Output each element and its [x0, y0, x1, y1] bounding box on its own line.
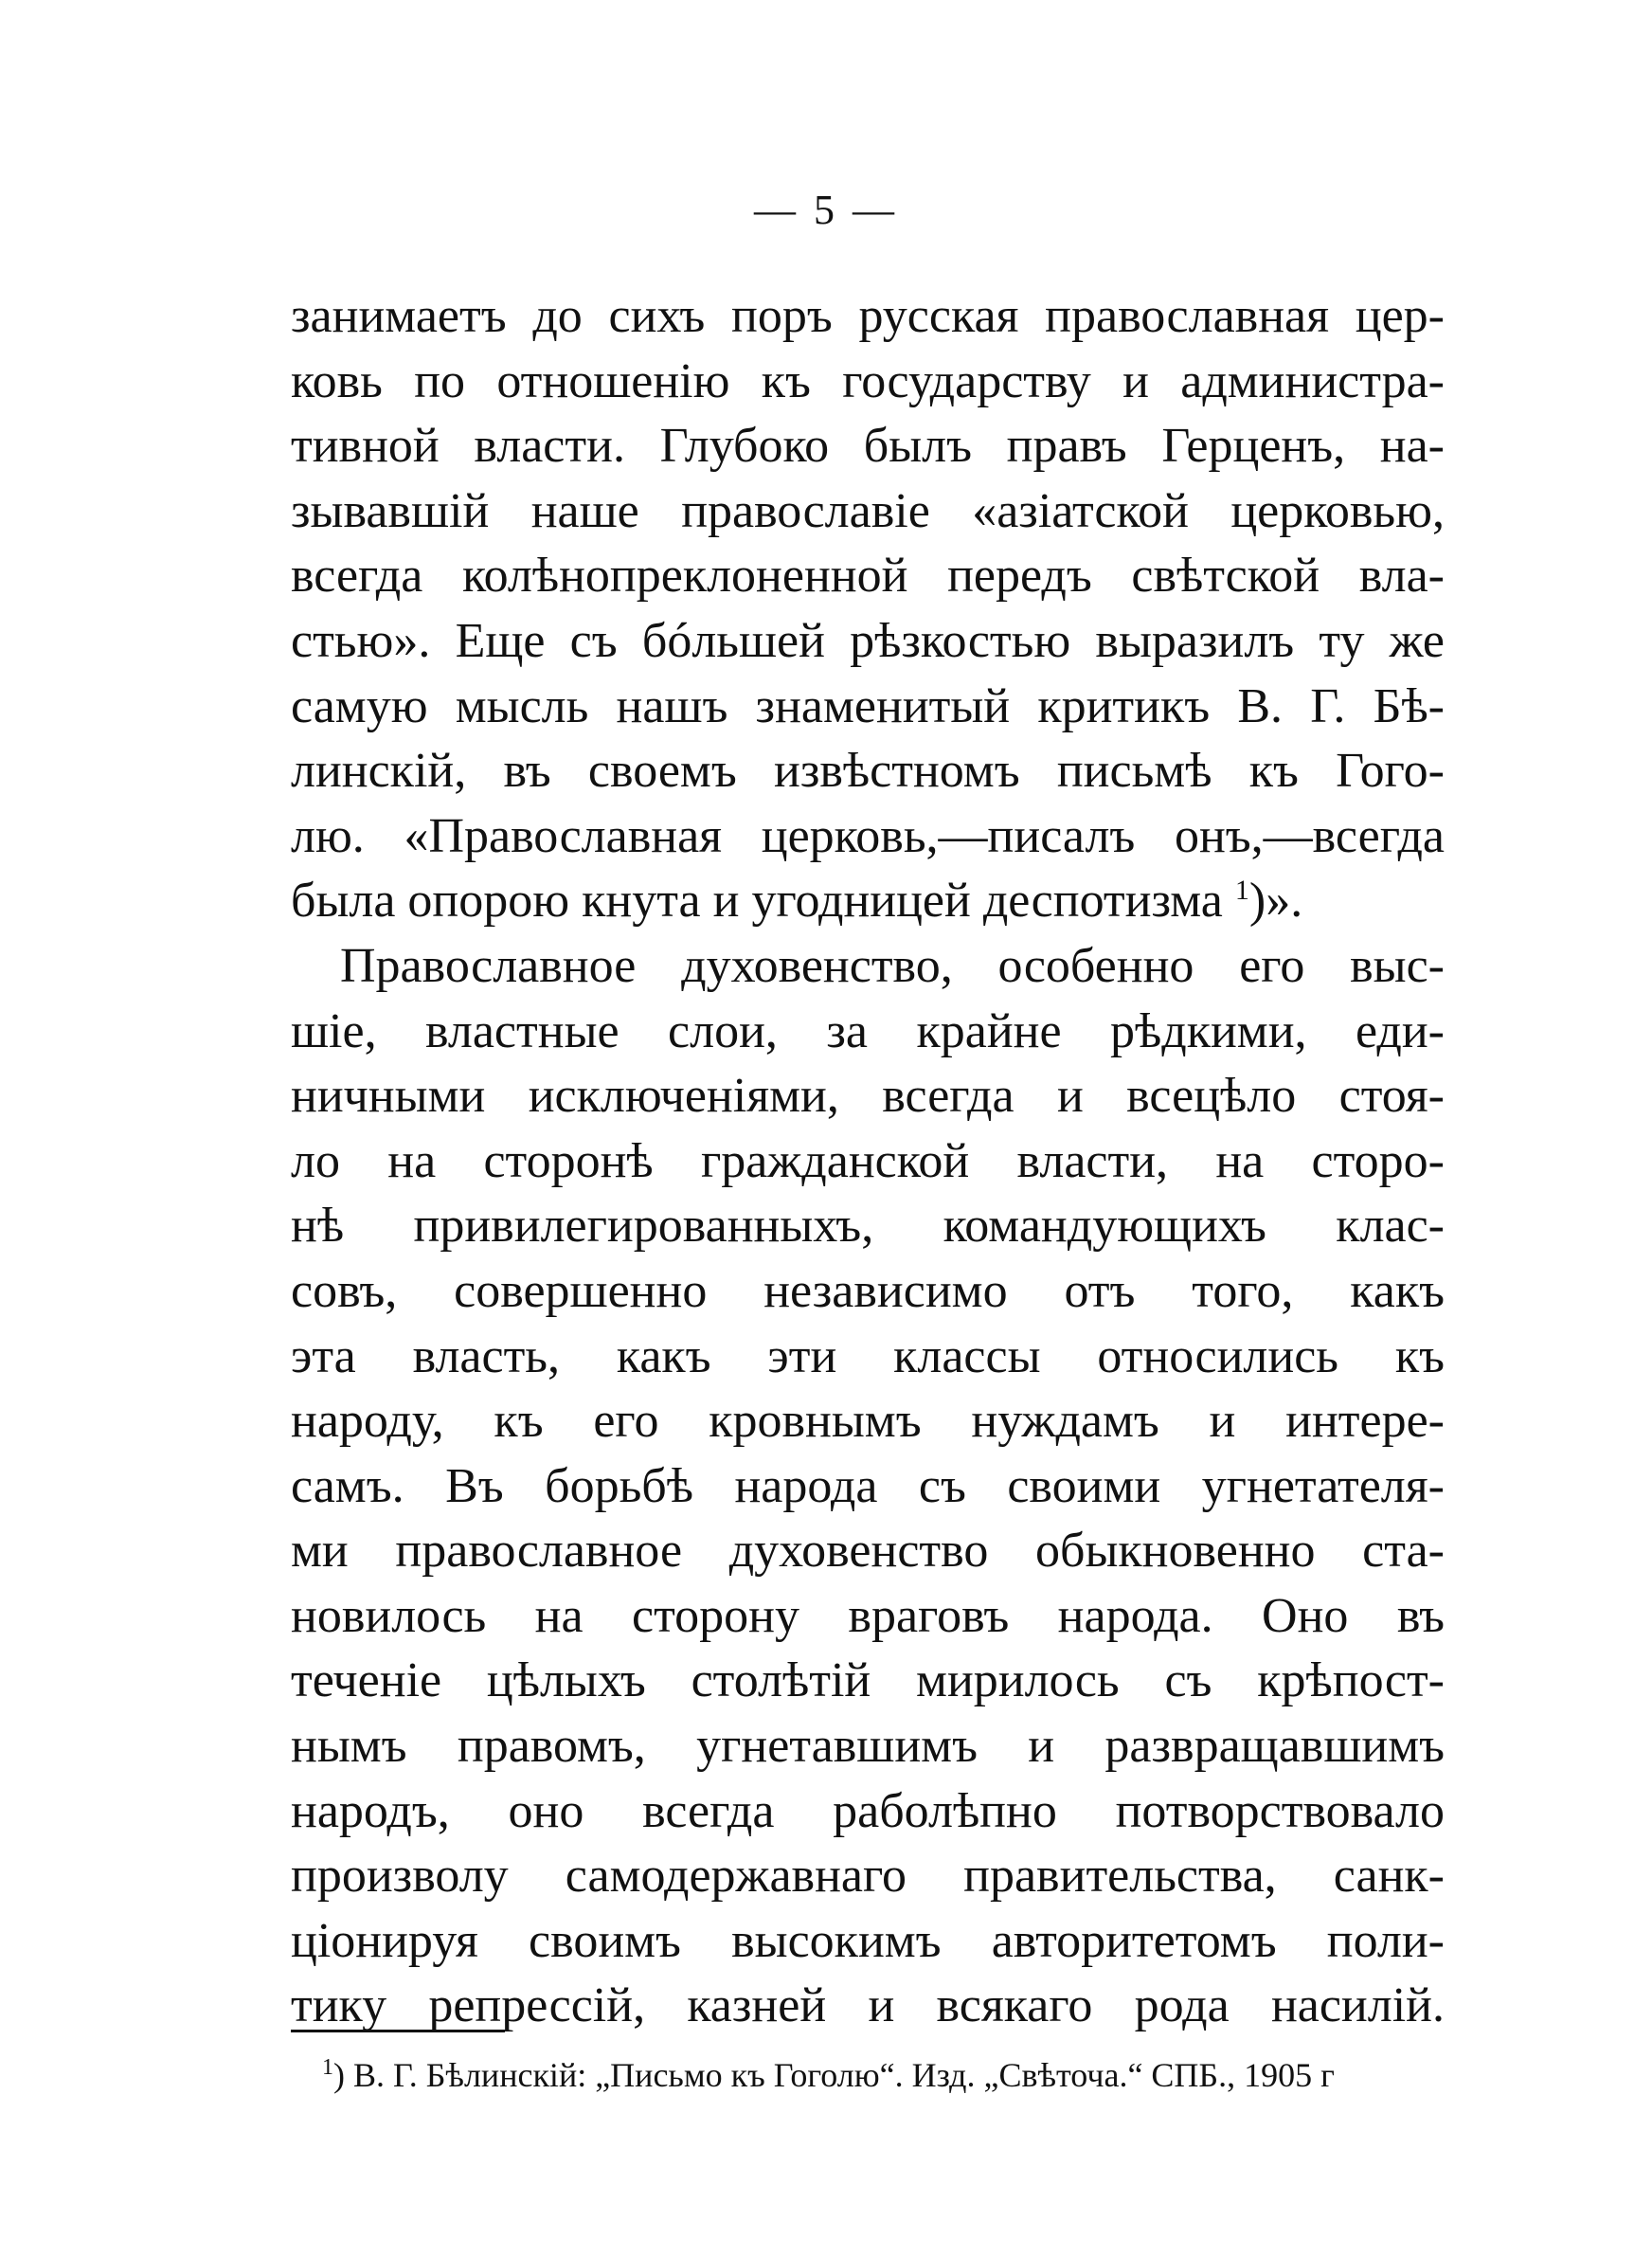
text-line: занимаетъ до сихъ поръ русская православная цер-: [291, 289, 1445, 343]
text-line: новилось на сторону враговъ народа. Оно въ: [291, 1588, 1445, 1643]
text-line: нымъ правомъ, угнетавшимъ и развращавшимъ: [291, 1719, 1445, 1774]
text-line-with-footnote: [291, 869, 1445, 934]
footnote-reference: 1: [1234, 875, 1249, 907]
text-line: ло на сторонѣ гражданской власти, на сторо-: [291, 1133, 1445, 1188]
text-line: самъ. Въ борьбѣ народа съ своими угнетателя-: [291, 1458, 1445, 1513]
text-line: совъ, совершенно независимо отъ того, какъ: [291, 1263, 1445, 1318]
footnote-marker: 1: [322, 2055, 333, 2080]
text-segment: )».: [1248, 874, 1303, 929]
footnote: [322, 2045, 1445, 2098]
text-line: линскій, въ своемъ извѣстномъ письмѣ къ Гого-: [291, 744, 1445, 799]
text-line: лю. «Православная церковь,—писалъ онъ,—всегда: [291, 808, 1445, 863]
text-line: тивной власти. Глубоко былъ правъ Герценъ, на-: [291, 419, 1445, 474]
text-line: теченіе цѣлыхъ столѣтій мирилось съ крѣпост-: [291, 1653, 1445, 1708]
text-line: ничными исключеніями, всегда и всецѣло стоя-: [291, 1069, 1445, 1124]
text-line: ковь по отношенію къ государству и администра-: [291, 353, 1445, 408]
text-line: Православное духовенство, особенно его выс-: [340, 938, 1445, 993]
footnote-text: ) В. Г. Бѣлинскій: „Письмо къ Гоголю“. Изд. „Свѣточа.“ СПБ., 1905 г: [333, 2056, 1335, 2094]
text-segment: была опорою кнута и угодницей деспотизма: [291, 874, 1223, 929]
text-line: всегда колѣнопреклоненной передъ свѣтской вла-: [291, 549, 1445, 604]
text-line: народу, къ его кровнымъ нуждамъ и интере-: [291, 1394, 1445, 1449]
footnote-divider: [291, 2030, 505, 2032]
text-line: тику репрессій, казней и всякаго рода насилій.: [291, 1978, 1445, 2033]
text-line: ціонируя своимъ высокимъ авторитетомъ поли-: [291, 1913, 1445, 1968]
text-line: эта власть, какъ эти классы относились къ: [291, 1328, 1445, 1383]
text-line: стью». Еще съ бóльшей рѣзкостью выразилъ ту же: [291, 613, 1445, 668]
body-text: [291, 284, 1445, 2039]
text-line: нѣ привилегированныхъ, командующихъ клас-: [291, 1199, 1445, 1254]
text-line: самую мысль нашъ знаменитый критикъ В. Г. Бѣ-: [291, 678, 1445, 733]
page-number: — 5 —: [754, 187, 898, 233]
text-line: ми православное духовенство обыкновенно ста-: [291, 1524, 1445, 1579]
text-line: шіе, властные слои, за крайне рѣдкими, еди-: [291, 1003, 1445, 1058]
text-line: зывавшій наше православіе «азіатской церковью,: [291, 483, 1445, 538]
text-line: народъ, оно всегда раболѣпно потворствовало: [291, 1783, 1445, 1838]
text-line: произволу самодержавнаго правительства, санк-: [291, 1849, 1445, 1904]
